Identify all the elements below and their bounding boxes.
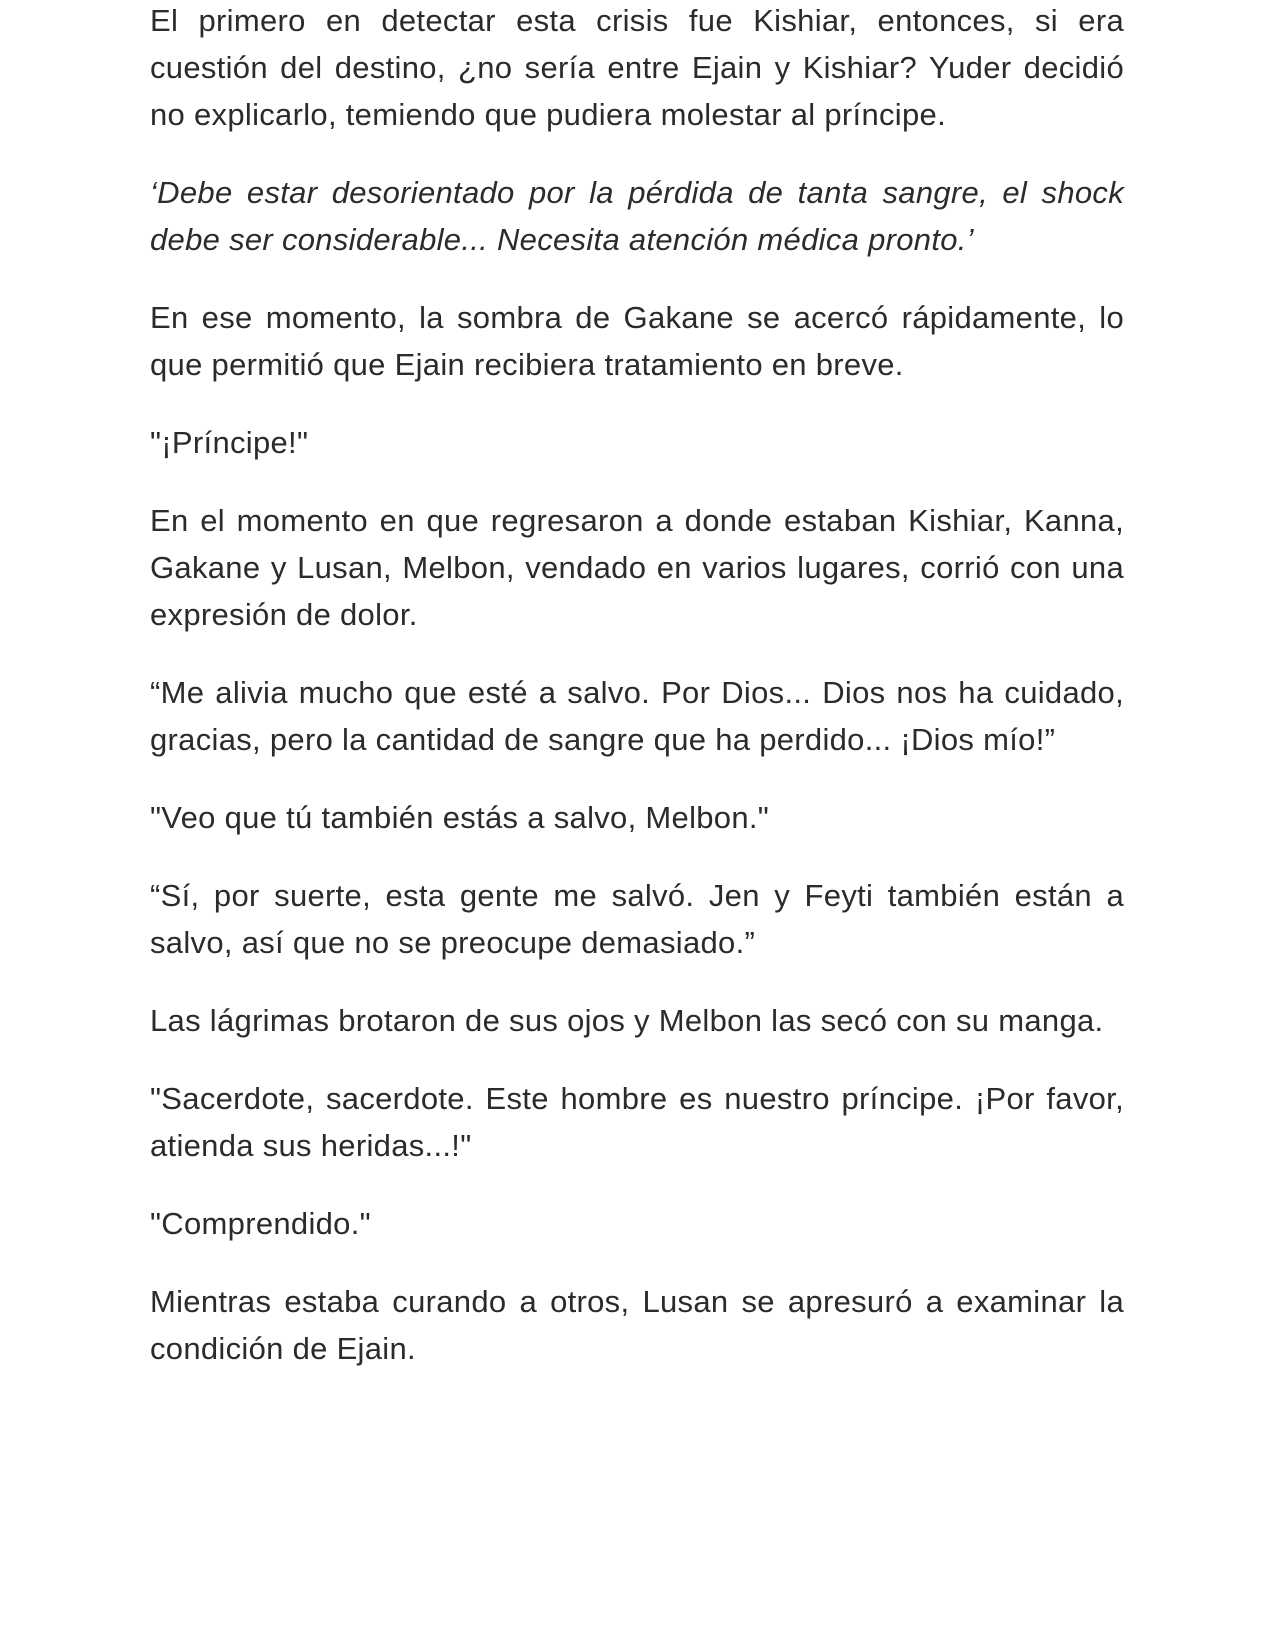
paragraph-11-dialogue: "Comprendido.": [150, 1206, 371, 1241]
paragraph-4-dialogue: "¡Príncipe!": [150, 425, 309, 460]
document-body: [150, 0, 1124, 1403]
paragraph-6-dialogue: “Me alivia mucho que esté a salvo. Por Dios... Dios nos ha cuidado, gracias, pero la cantidad de sangre que ha perdido... ¡Dios mío!”: [150, 675, 1124, 757]
paragraph-8-dialogue: “Sí, por suerte, esta gente me salvó. Jen y Feyti también están a salvo, así que no se preocupe demasiado.”: [150, 878, 1124, 960]
paragraph-1: El primero en detectar esta crisis fue Kishiar, entonces, si era cuestión del destino, ¿no sería entre Ejain y Kishiar? Yuder decidió no explicarlo, temiendo que pudiera molestar al príncipe.: [150, 3, 1124, 132]
paragraph-10-dialogue: "Sacerdote, sacerdote. Este hombre es nuestro príncipe. ¡Por favor, atienda sus heridas...!": [150, 1081, 1124, 1163]
paragraph-7-dialogue: "Veo que tú también estás a salvo, Melbon.": [150, 800, 770, 835]
paragraph-12: Mientras estaba curando a otros, Lusan se apresuró a examinar la condición de Ejain.: [150, 1284, 1124, 1366]
paragraph-9: Las lágrimas brotaron de sus ojos y Melbon las secó con su manga.: [150, 1003, 1104, 1038]
paragraph-5: En el momento en que regresaron a donde estaban Kishiar, Kanna, Gakane y Lusan, Melbon, vendado en varios lugares, corrió con una expresión de dolor.: [150, 503, 1124, 632]
paragraph-3: En ese momento, la sombra de Gakane se acercó rápidamente, lo que permitió que Ejain recibiera tratamiento en breve.: [150, 300, 1124, 382]
paragraph-2-inner-thought: ‘Debe estar desorientado por la pérdida de tanta sangre, el shock debe ser considerable... Necesita atención médica pronto.’: [150, 175, 1124, 257]
